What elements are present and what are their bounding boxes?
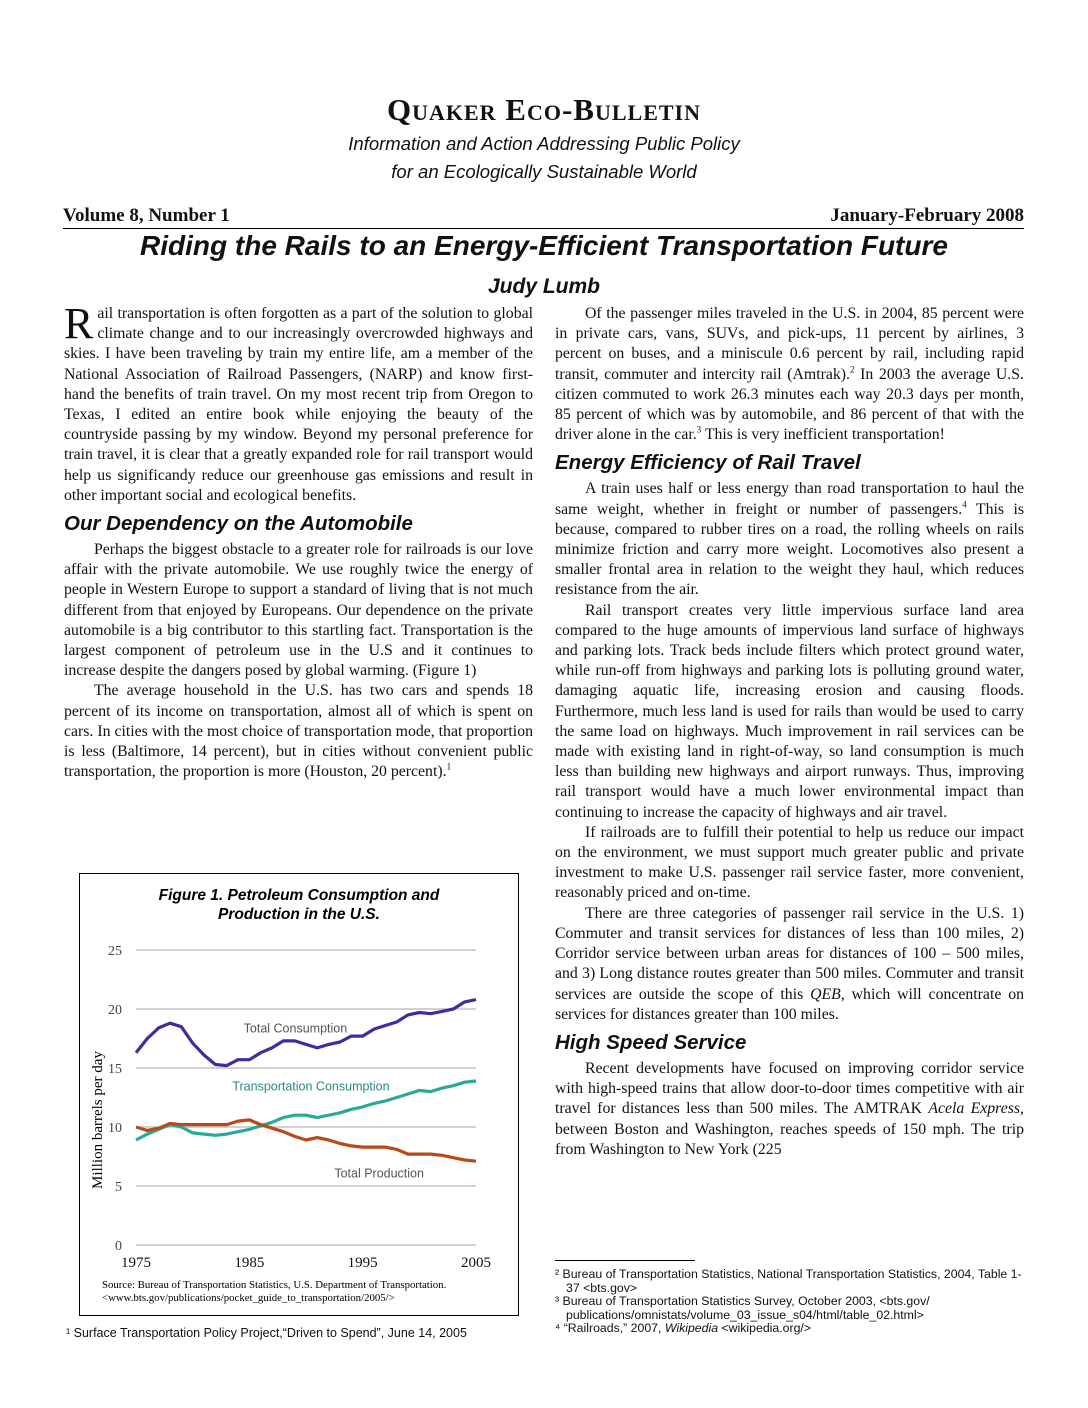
x-tick-label: 2005 xyxy=(461,1255,491,1271)
issue-date: January-February 2008 xyxy=(830,205,1024,226)
series-label: Transportation Consumption xyxy=(232,1079,390,1094)
paragraph: If railroads are to fulfill their potential to help us reduce our impact on the environment, we must support much greater public and private investment to make U.S. passenger rail service faster, more convenient, reasonably priced and on-time. xyxy=(555,823,1024,902)
paragraph: The average household in the U.S. has two cars and spends 18 percent of its income on transportation, almost all of which is spent on cars. In cities with the most choice of transportation mode, that proportion is less (Baltimore, 14 percent), but in cities without convenient public transportation, the proportion is more (Houston, 20 percent).$^1$ xyxy=(64,682,533,781)
left-column xyxy=(64,299,533,782)
series-label: Total Consumption xyxy=(243,1021,348,1036)
article-headline: Riding the Rails to an Energy-Efficient Transportation Future xyxy=(140,230,948,261)
y-tick-label: 10 xyxy=(108,1121,122,1136)
paragraph: Of the passenger miles traveled in the U.S. in 2004, 85 percent were in private cars, vans, SUVs, and pick-ups, 11 percent by airlines, 3 percent on buses, and a miniscule 0.6 percent by rail, including rapid transit, commuter and intercity rail (Amtrak).$^2$ In 2003 the average U.S. citizen commuted to work 26.3 minutes each way 20.3 days per month, 85 percent of which was by automobile, and 86 percent of that with the driver alone in the car.$^3$ This is very inefficient transportation! xyxy=(555,305,1024,444)
figure-1 xyxy=(79,873,519,1316)
paragraph: Recent developments have focused on improving corridor service with high-speed trains that allow door-to-door times competitive with air travel for distances less than 500 miles. The AMTRAK Acela Express, between Boston and Washington, reaches speeds of 150 mph. The trip from Washington to New York (225 xyxy=(555,1059,1024,1158)
line-chart xyxy=(80,874,518,1315)
intro-paragraph: Rail transportation is often forgotten as a part of the solution to global climate change and to our increasingly overcrowded highways and skies. I have been traveling by train my entire life, am a member of the National Association of Railroad Passengers, (NARP) and know first-hand the benefits of train travel. On my most recent trip from Oregon to Texas, I edited an entire book while enjoying the beauty of the countryside passing by my window. Beyond my personal preference for train travel, it is clear that a greatly expanded role for rail transport would help us significandy reduce our greenhouse gas emissions and result in other important social and ecological benefits. xyxy=(64,299,533,504)
article-author: Judy Lumb xyxy=(487,275,600,298)
footnote-ref[interactable]: 2 xyxy=(849,364,855,375)
y-tick-label: 0 xyxy=(115,1239,122,1254)
subtitle-line-1: Information and Action Addressing Public Policy xyxy=(348,133,740,154)
paragraph: Rail transport creates very little impervious surface land area compared to the huge amounts of impervious land surface of highways and parking lots. Track beds include filters which protect ground water, while run-off from highways and parking lots is polluting ground water, damaging aquatic life, increasing erosion and causing floods. Furthermore, much less land is used for rails than would be used to carry the same load on highways. Much improvement in rail services can be made with existing land in right-of-way, so land consumption is much less than building new highways and airport runways. Thus, improving rail transport would have a much lower environmental impact than continuing to increase the capacity of highways and air travel. xyxy=(555,601,1024,821)
y-tick-label: 5 xyxy=(115,1180,122,1195)
source-line-1: Source: Bureau of Transportation Statistics, U.S. Department of Transportation. xyxy=(102,1279,447,1291)
newsletter-subtitle xyxy=(0,130,1088,186)
x-tick-label: 1985 xyxy=(234,1255,265,1271)
y-tick-label: 15 xyxy=(108,1062,122,1077)
footnotes xyxy=(555,1268,1025,1336)
subtitle-line-2: for an Ecologically Sustainable World xyxy=(391,161,697,182)
y-tick-label: 20 xyxy=(108,1003,122,1018)
masthead xyxy=(0,92,1088,186)
drop-cap: R xyxy=(64,299,94,348)
footnote-ref[interactable]: 4 xyxy=(962,499,967,510)
series-line xyxy=(136,1120,476,1161)
right-column xyxy=(555,304,1024,1160)
section-heading-speed: High Speed Service xyxy=(555,1030,747,1054)
footnote-2: ² Bureau of Transportation Statistics, National Transportation Statistics, 2004, Table 1-37 <bts.gov> xyxy=(555,1267,1022,1295)
y-axis-label: Million barrels per day xyxy=(90,1051,106,1189)
issue-volume: Volume 8, Number 1 xyxy=(63,205,230,226)
header-rule xyxy=(63,228,1024,229)
footnote-3: ³ Bureau of Transportation Statistics Survey, October 2003, <bts.gov/ publications/omnistats/volume_03_issue_s04/html/table_02.html> xyxy=(555,1294,930,1322)
x-tick-label: 1975 xyxy=(121,1255,151,1271)
section-heading-dependency: Our Dependency on the Automobile xyxy=(64,512,413,536)
chart-title-line-1: Figure 1. Petroleum Consumption and xyxy=(158,887,440,904)
paragraph: A train uses half or less energy than road transportation to haul the same weight, whether in freight or number of passengers.$^4$ This is because, compared to rubber tires on a road, the rolling wheels on rails minimize friction and carry more weight. Locomotives also present a smaller frontal area in relation to the weight they haul, which reduces resistance from the air. xyxy=(555,480,1024,599)
footnote-4: ⁴ “Railroads,” 2007, Wikipedia <wikipedia.org/> xyxy=(555,1321,812,1336)
footnote-ref[interactable]: 1 xyxy=(446,762,452,772)
footnote-1: ¹ Surface Transportation Policy Project,“Driven to Spend”, June 14, 2005 xyxy=(66,1326,467,1340)
chart-title-line-2: Production in the U.S. xyxy=(218,906,380,923)
y-tick-label: 25 xyxy=(108,944,122,959)
footnote-ref[interactable]: 3 xyxy=(696,424,702,435)
paragraph: Perhaps the biggest obstacle to a greater role for railroads is our love affair with the private automobile. We use roughly twice the energy of people in Western Europe to support a standard of living that is not much different from that enjoyed by Europeans. Our dependence on the private automobile is a big contributor to this startling fact. Transportation is the largest component of petroleum use in the U.S and it continues to increase despite the dangers posed by global warming. (Figure 1) xyxy=(64,541,533,680)
paragraph: There are three categories of passenger rail service in the U.S. 1) Commuter and transit services for distances of less than 100 miles, 2) Corridor service between urban areas for distances of 100 – 500 miles, and 3) Long distance routes greater than 500 miles. Commuter and transit services are outside the scope of this QEB, which will concentrate on services for distances greater than 100 miles. xyxy=(555,904,1025,1023)
series-label: Total Production xyxy=(334,1166,424,1181)
source-line-2: <www.bts.gov/publications/pocket_guide_to_transportation/2005/> xyxy=(102,1292,395,1304)
section-heading-energy: Energy Efficiency of Rail Travel xyxy=(555,451,861,475)
newsletter-title: Quaker Eco-Bulletin xyxy=(386,92,702,127)
footnote-rule xyxy=(555,1260,695,1261)
x-tick-label: 1995 xyxy=(347,1255,378,1271)
